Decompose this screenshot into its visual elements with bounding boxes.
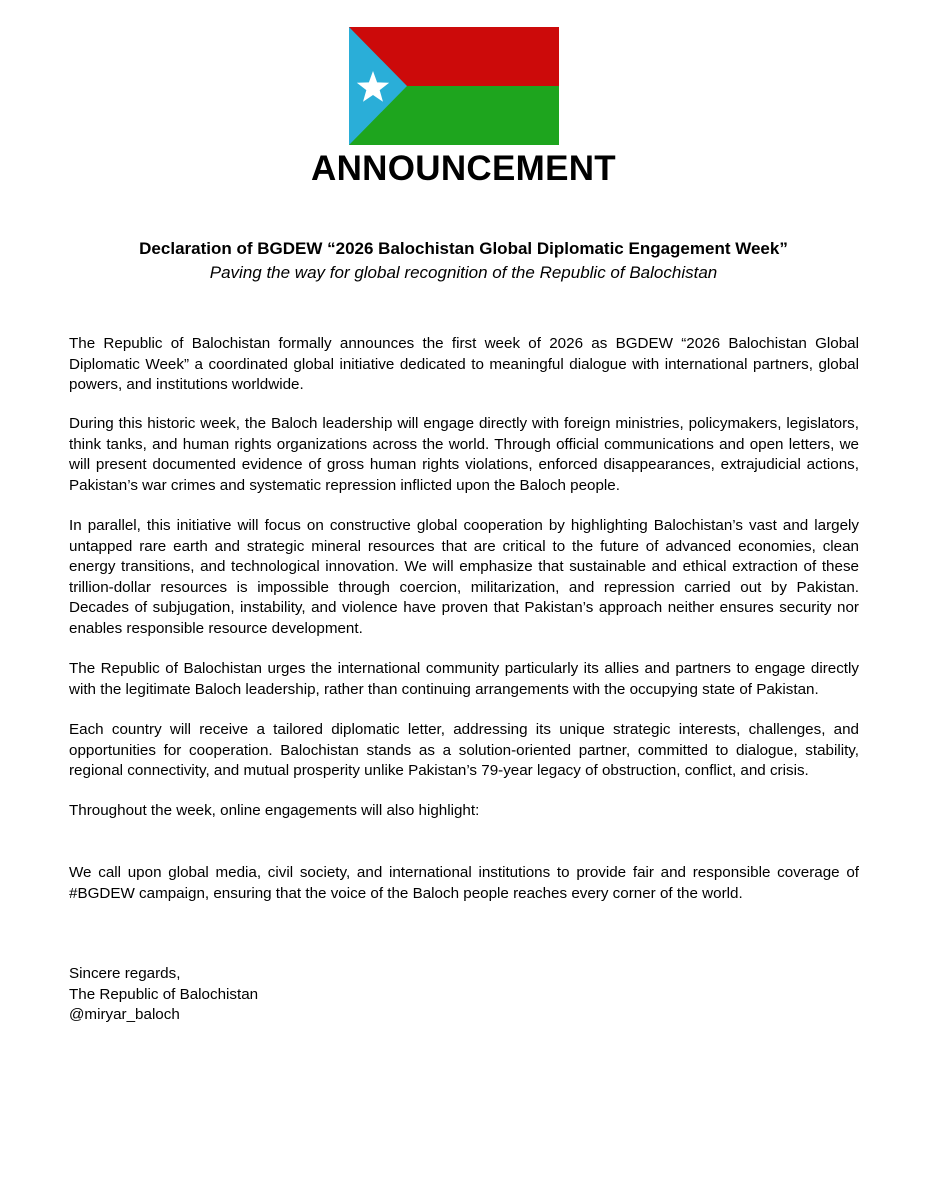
declaration-heading: Declaration of BGDEW “2026 Balochistan Global Diplomatic Engagement Week” xyxy=(139,239,788,258)
paragraph-letters: Each country will receive a tailored diplomatic letter, addressing its unique strategic interests, challenges, and opportunities for cooperation. Balochistan stands as a solution-oriented partner, committed to dialogue, stability, regional connectivity, and mutual prosperity unlike Pakistan’s 79-year legacy of obstruction, conflict, and crisis. xyxy=(69,721,859,779)
paragraph-online: Throughout the week, online engagements will also highlight: xyxy=(69,802,480,819)
closing-block xyxy=(69,964,258,1026)
paragraph-engagement: During this historic week, the Baloch leadership will engage directly with foreign ministries, policymakers, legislators, think tanks, and human rights organizations across the world. Through official communications and open letters, we will present documented evidence of gross human rights violations, enforced disappearances, extrajudicial actions, Pakistan’s war crimes and systematic repression inflicted upon the Baloch people. xyxy=(69,415,859,494)
paragraph-media-call: We call upon global media, civil society, and international institutions to provide fair and responsible coverage of #BGDEW campaign, ensuring that the voice of the Baloch people reaches every corner of the world. xyxy=(69,864,859,902)
social-handle: @miryar_baloch xyxy=(69,1006,180,1023)
signatory: The Republic of Balochistan xyxy=(69,985,259,1003)
page-title: ANNOUNCEMENT xyxy=(311,149,616,188)
paragraph-appeal: The Republic of Balochistan urges the international community particularly its allies and partners to engage directly with the legitimate Baloch leadership, rather than continuing arrangements with the occupying state of Pakistan. xyxy=(69,660,859,698)
paragraph-resources: In parallel, this initiative will focus on constructive global cooperation by highlighting Balochistan’s vast and largely untapped rare earth and strategic mineral resources that are critical to the future of advanced economies, clean energy transitions, and technological innovation. We will emphasize that sustainable and ethical extraction of these trillion-dollar resources is impossible through coercion, militarization, and repression carried out by Pakistan. Decades of subjugation, instability, and violence have proven that Pakistan’s approach neither ensures security nor enables responsible resource development. xyxy=(69,517,859,637)
paragraph-announcement: The Republic of Balochistan formally announces the first week of 2026 as BGDEW “2026 Balochistan Global Diplomatic Week” a coordinated global initiative dedicated to meaningful dialogue with international partners, global powers, and institutions worldwide. xyxy=(69,335,859,393)
subtitle: Paving the way for global recognition of the Republic of Balochistan xyxy=(209,263,718,282)
balochistan-flag-icon xyxy=(349,27,559,145)
salutation: Sincere regards, xyxy=(69,965,181,982)
